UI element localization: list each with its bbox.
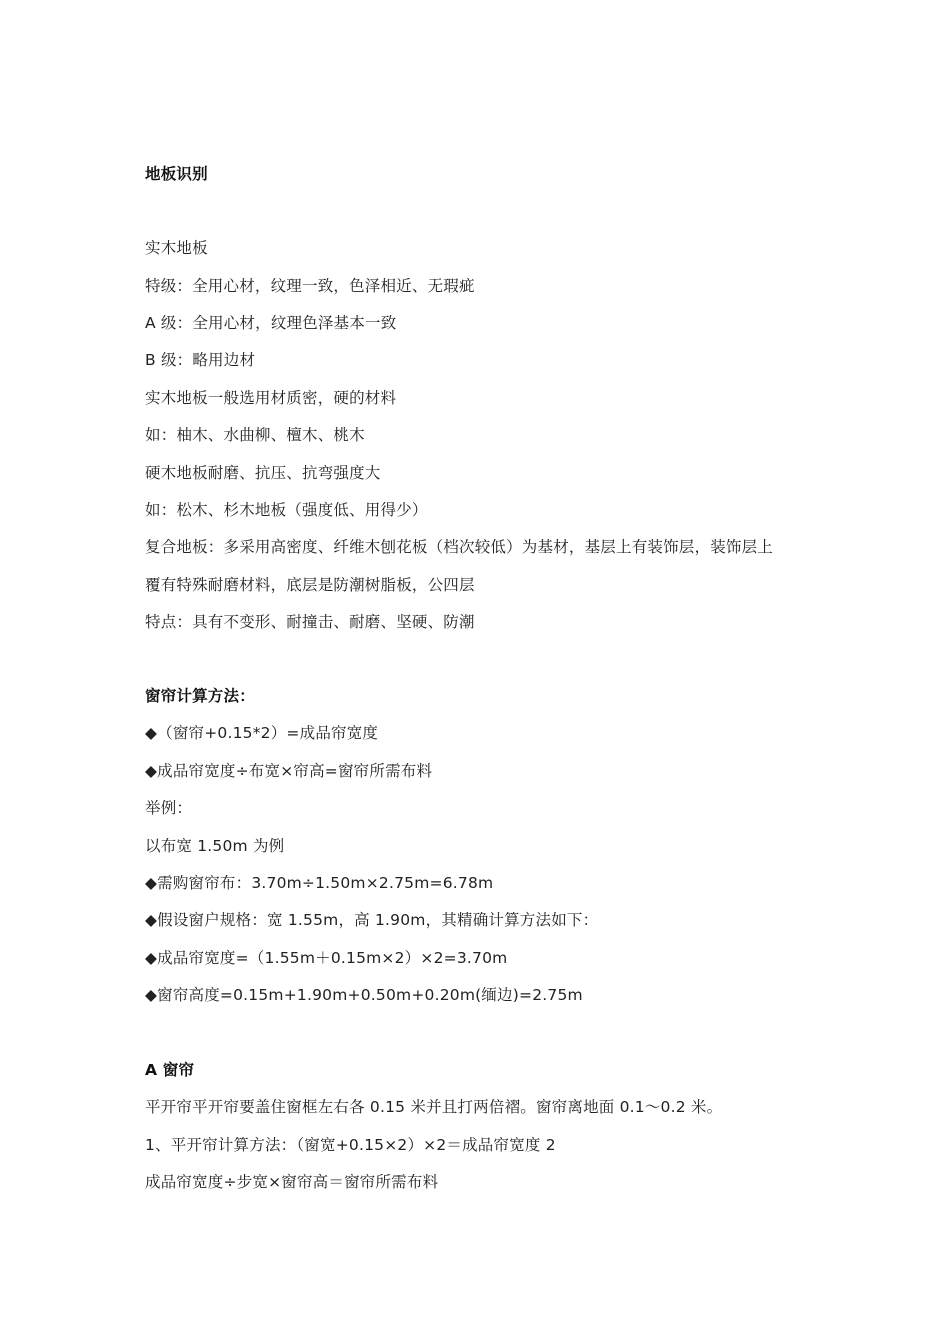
heading-a-curtain: A 窗帘: [145, 1061, 195, 1079]
heading-curtain-calculation: 窗帘计算方法：: [145, 687, 255, 705]
text-line: ◆成品帘宽度÷布宽×帘高=窗帘所需布料: [145, 762, 433, 780]
text-line: 如：柚木、水曲柳、檀木、桃木: [145, 426, 365, 444]
text-line: ◆成品帘宽度=（1.55m＋0.15m×2）×2=3.70m: [145, 949, 508, 967]
text-line: 如：松木、杉木地板（强度低、用得少）: [145, 501, 428, 519]
text-line: A 级：全用心材，纹理色泽基本一致: [145, 314, 397, 332]
text-line: 特点：具有不变形、耐撞击、耐磨、坚硬、防潮: [145, 613, 475, 631]
text-line: 成品帘宽度÷步宽×窗帘高＝窗帘所需布料: [145, 1173, 439, 1191]
text-line: B 级：略用边材: [145, 351, 256, 369]
text-line: 特级：全用心材，纹理一致，色泽相近、无瑕疵: [145, 277, 475, 295]
text-line: ◆需购窗帘布：3.70m÷1.50m×2.75m=6.78m: [145, 874, 494, 892]
text-line: 复合地板：多采用高密度、纤维木刨花板（档次较低）为基材，基层上有装饰层，装饰层上: [145, 538, 774, 556]
text-line: 实木地板: [145, 239, 208, 257]
heading-floor-identification: 地板识别: [145, 165, 208, 183]
text-line: ◆窗帘高度=0.15m+1.90m+0.50m+0.20m(缅边)=2.75m: [145, 986, 583, 1004]
text-line: ◆（窗帘+0.15*2）=成品帘宽度: [145, 724, 379, 742]
text-line: 以布宽 1.50m 为例: [145, 837, 285, 855]
text-line: 实木地板一般选用材质密，硬的材料: [145, 389, 397, 407]
text-line: 平开帘平开帘要盖住窗框左右各 0.15 米并且打两倍褶。窗帘离地面 0.1～0.2 米。: [145, 1098, 723, 1116]
text-line: 硬木地板耐磨、抗压、抗弯强度大: [145, 464, 381, 482]
text-line: 1、平开帘计算方法：（窗宽+0.15×2）×2＝成品帘宽度 2: [145, 1136, 556, 1154]
text-line: ◆假设窗户规格：宽 1.55m，高 1.90m，其精确计算方法如下：: [145, 911, 599, 929]
text-line: 覆有特殊耐磨材料，底层是防潮树脂板，公四层: [145, 576, 475, 594]
text-line: 举例：: [145, 799, 193, 817]
